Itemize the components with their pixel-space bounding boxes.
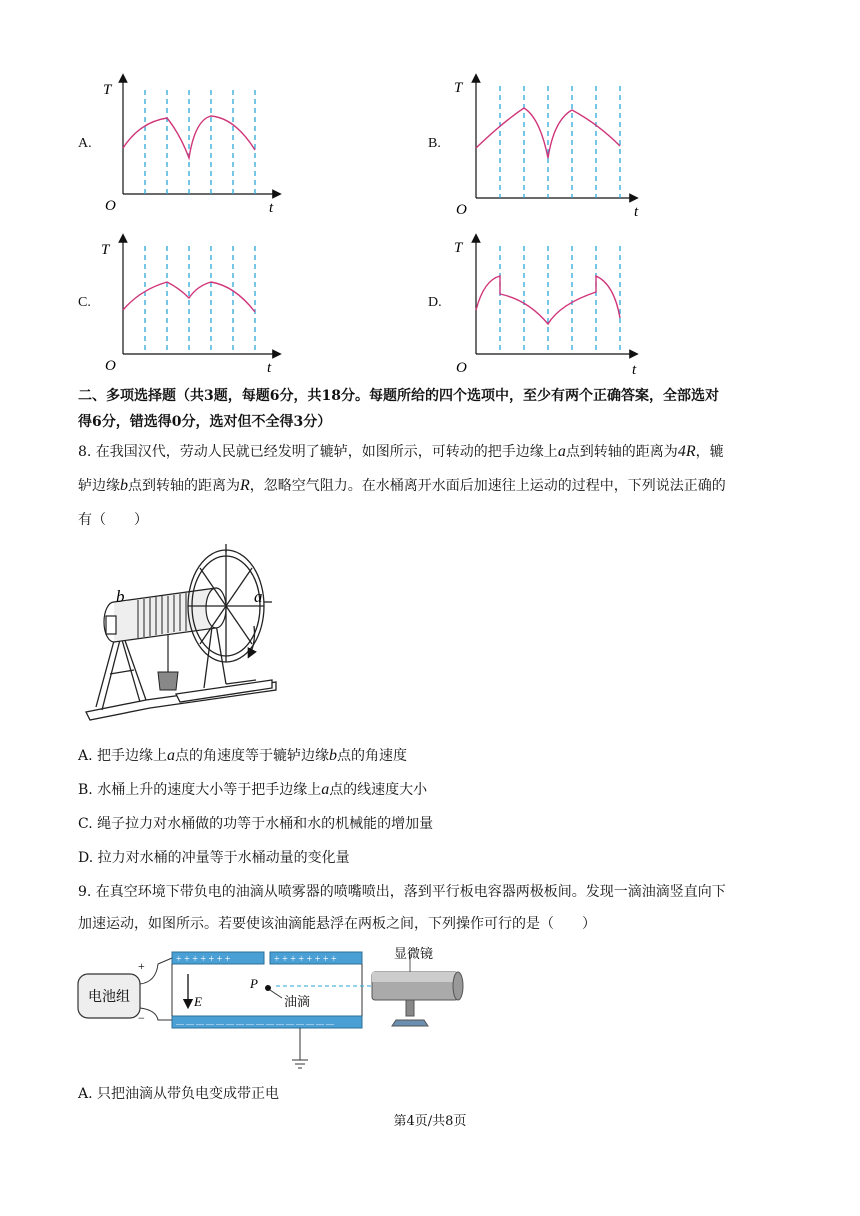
q8-option-d: D. 拉力对水桶的冲量等于水桶动量的变化量 [78,850,350,866]
dashed-gridlines [145,246,255,354]
q9-stem-line1: 9. 在真空环境下带负电的油滴从喷雾器的喷嘴喷出，落到平行板电容器两极板间。发现一滴油滴竖直向下 [78,884,726,900]
q8-stem-line1: 8. 在我国汉代，劳动人民就已经发明了辘轳，如图所示，可转动的把手边缘上a点到转轴的距离为4R，辘 [78,443,724,460]
graph-d [448,232,648,382]
origin-label: O [105,198,116,214]
q8-stem-line2: 轳边缘b点到转轴的距离为R，忽略空气阻力。在水桶离开水面后加速往上运动的过程中，下列说法正确的 [78,477,726,494]
svg-text:+ + + + + + +: + + + + + + + [176,954,231,965]
y-axis-label: T [103,82,112,98]
q9-stem-line2: 加速运动，如图所示。若要使该油滴能悬浮在两板之间，下列操作可行的是（ ） [78,916,596,932]
y-axis-label: T [454,240,463,256]
x-axis-label: t [267,360,272,376]
point-p: P [250,976,258,991]
graph-c [95,232,295,382]
option-d-label: D. [428,295,442,310]
option-b-label: B. [428,136,441,151]
origin-label: O [456,360,467,376]
svg-text:— — — — — — — — — — — — — — —: — — — — — — — — — — — — — — — — [176,1019,334,1028]
capacitor-figure [76,940,476,1075]
x-axis-label: t [269,200,274,216]
y-axis-label: T [454,80,463,96]
page-footer: 第4页/共8页 [393,1114,467,1129]
x-axis-label: t [634,204,639,220]
microscope [372,954,463,1026]
section-header-line1: 二、多项选择题（共3题，每题6分，共18分。每题所给的四个选项中，至少有两个正确答案，全部选对 [78,388,719,404]
graph-a [95,72,295,222]
option-a-label: A. [78,136,92,151]
q9-option-a: A. 只把油滴从带负电变成带正电 [78,1086,280,1102]
field-label-e: E [194,994,202,1009]
plus-sign: + [138,959,145,973]
q8-option-b: B. 水桶上升的速度大小等于把手边缘上a点的线速度大小 [78,781,428,798]
origin-label: O [105,358,116,374]
label-b: b [116,587,125,606]
oil-label: 油滴 [284,994,311,1009]
dashed-gridlines [145,90,255,194]
windlass-figure [76,542,286,722]
q8-option-c: C. 绳子拉力对水桶做的功等于水桶和水的机械能的增加量 [78,816,434,832]
microscope-label: 显微镜 [394,946,434,961]
battery-label: 电池组 [88,990,130,1005]
y-axis-label: T [101,242,110,258]
minus-sign: − [138,1011,145,1025]
graph-b [448,72,648,222]
origin-label: O [456,202,467,218]
svg-text:+ + + + + + + +: + + + + + + + + [274,954,337,965]
option-c-label: C. [78,295,91,310]
label-a: a [254,587,263,606]
dashed-gridlines [500,86,620,198]
q8-option-a: A. 把手边缘上a点的角速度等于辘轳边缘b点的角速度 [78,747,408,764]
x-axis-label: t [632,362,637,378]
section-header-line2: 得6分，错选得0分，选对但不全得3分） [78,414,332,430]
q8-stem-line3: 有（ ） [78,512,148,528]
